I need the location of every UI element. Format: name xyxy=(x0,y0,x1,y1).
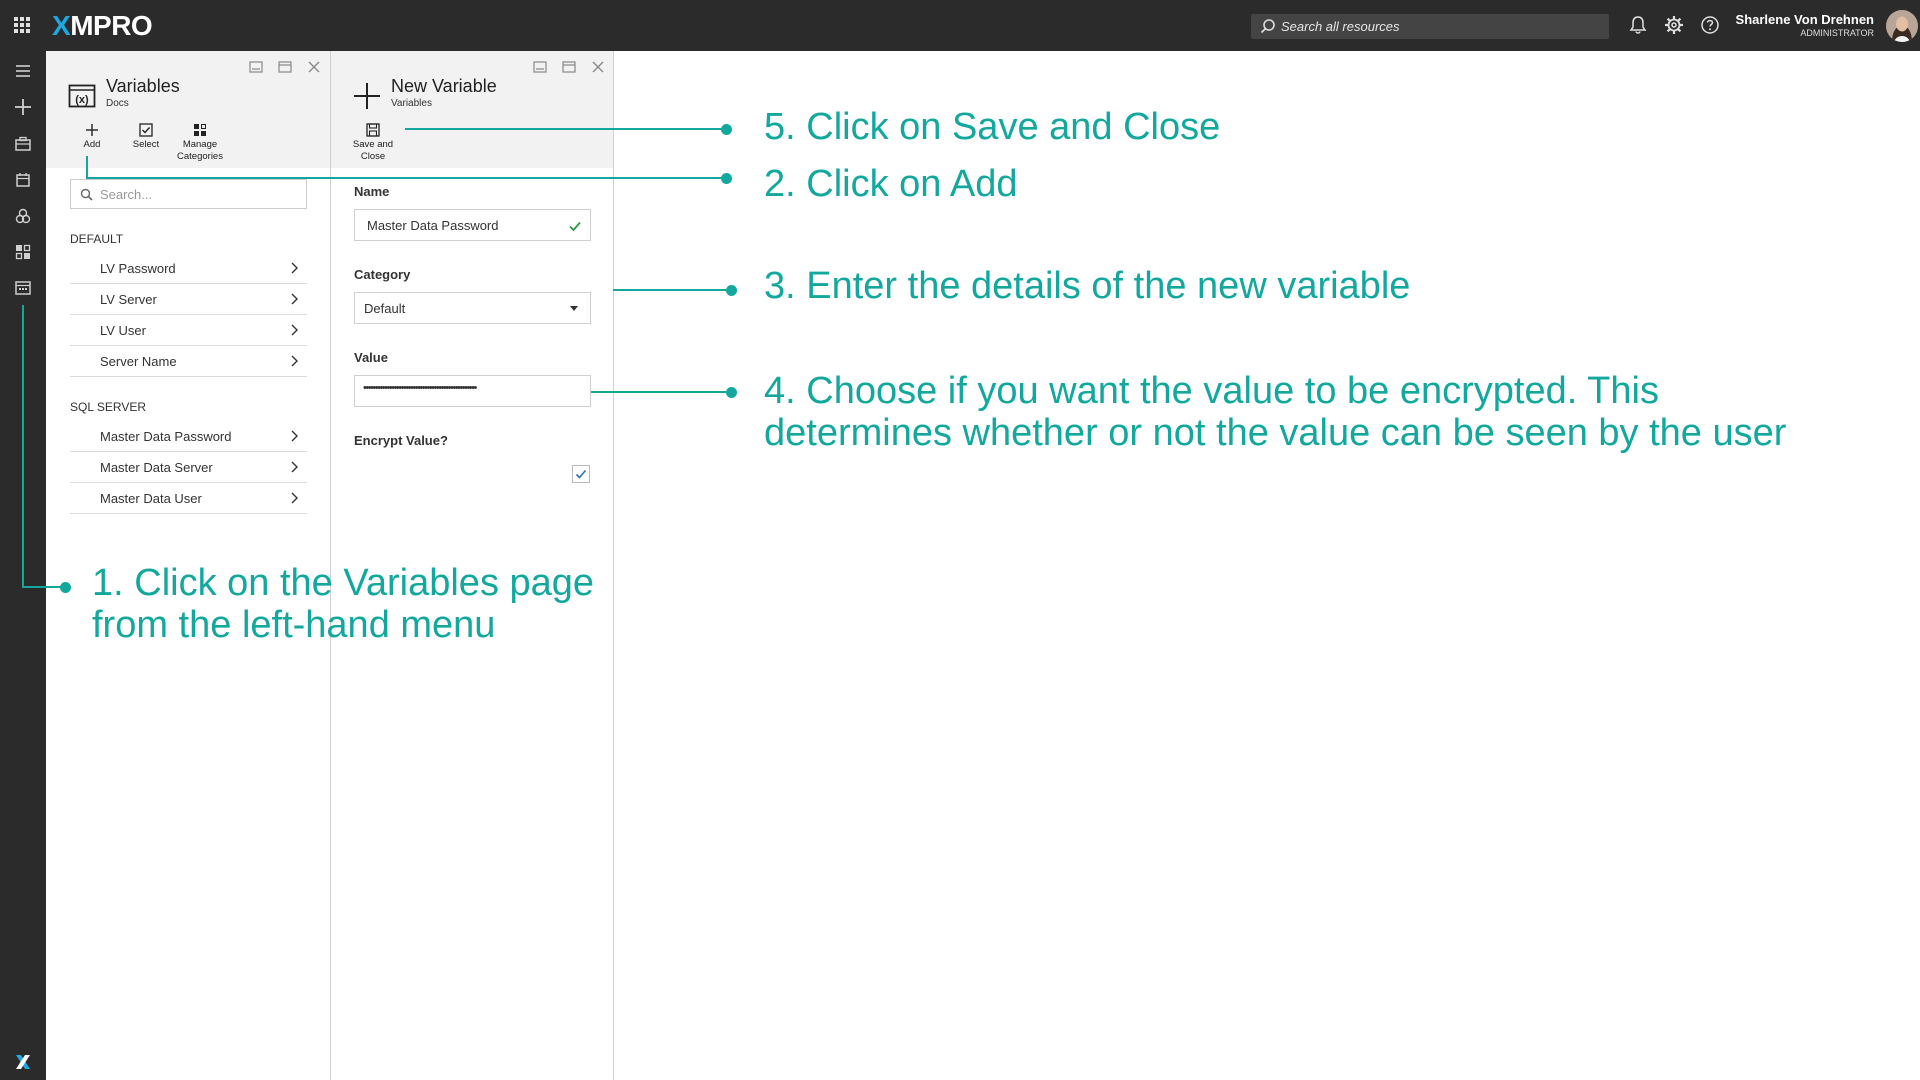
variables-icon[interactable] xyxy=(13,278,33,298)
user-role: ADMINISTRATOR xyxy=(1800,28,1874,38)
minimize-icon[interactable] xyxy=(248,59,264,75)
annotation-dot-step4 xyxy=(726,387,737,398)
list-item-label: Master Data Server xyxy=(100,460,213,475)
new-variable-panel-title: New Variable xyxy=(391,76,497,96)
save-and-close-label-1: Save and xyxy=(352,139,394,150)
checkbox-icon xyxy=(139,123,153,137)
chevron-right-icon xyxy=(289,492,299,504)
save-and-close-label-2: Close xyxy=(360,151,386,162)
category-select[interactable] xyxy=(354,292,591,324)
annotation-step1-line1: 1. Click on the Variables page xyxy=(92,562,595,604)
close-icon[interactable] xyxy=(306,59,322,75)
chevron-right-icon xyxy=(289,430,299,442)
new-variable-panel-header xyxy=(331,51,613,168)
briefcase-icon[interactable] xyxy=(13,134,33,154)
select-button[interactable] xyxy=(126,123,166,151)
annotation-dot-step1 xyxy=(60,582,71,593)
list-item[interactable] xyxy=(70,421,307,452)
category-label: Category xyxy=(354,267,411,282)
list-item-label: LV Server xyxy=(100,292,157,307)
annotation-step5: 5. Click on Save and Close xyxy=(764,106,1221,148)
list-item-label: Master Data User xyxy=(100,491,202,506)
add-button[interactable] xyxy=(75,123,109,151)
list-item[interactable] xyxy=(70,483,307,514)
calendar-icon[interactable] xyxy=(13,170,33,190)
save-and-close-button[interactable] xyxy=(349,123,397,163)
maximize-icon[interactable] xyxy=(277,59,293,75)
annotation-line-step5 xyxy=(405,128,725,130)
list-item[interactable] xyxy=(70,315,307,346)
manage-categories-button[interactable] xyxy=(172,123,228,163)
search-icon xyxy=(1260,18,1276,34)
list-item-label: LV User xyxy=(100,323,146,338)
user-info[interactable] xyxy=(1736,12,1874,38)
plus-icon xyxy=(85,123,99,137)
manage-categories-label-1: Manage xyxy=(182,139,218,150)
apps-grid-icon[interactable] xyxy=(13,16,31,34)
plus-icon[interactable] xyxy=(13,97,33,117)
variables-panel-subtitle: Docs xyxy=(106,98,129,109)
svg-text:(x): (x) xyxy=(75,94,89,106)
value-password-field-value: •••••••••••••••••••••••••••••••••••••••••••••••• xyxy=(363,382,476,394)
value-password-field[interactable] xyxy=(354,375,591,407)
chevron-right-icon xyxy=(289,461,299,473)
annotation-line-step2 xyxy=(86,177,726,179)
variables-panel-title: Variables xyxy=(106,76,180,96)
bell-icon[interactable] xyxy=(1628,15,1648,35)
gear-icon[interactable] xyxy=(1664,15,1684,35)
variables-panel-header xyxy=(46,51,330,168)
xmpro-x-icon[interactable] xyxy=(13,1052,33,1072)
annotation-step3: 3. Enter the details of the new variable xyxy=(764,265,1411,307)
checkmark-icon xyxy=(575,468,587,480)
list-item[interactable] xyxy=(70,284,307,315)
chevron-right-icon xyxy=(289,355,299,367)
variables-search-input[interactable] xyxy=(70,179,307,209)
search-icon xyxy=(80,188,93,201)
annotation-line-step1 xyxy=(22,586,64,588)
avatar-image xyxy=(1886,10,1918,42)
name-label: Name xyxy=(354,184,390,199)
avatar[interactable] xyxy=(1886,10,1918,42)
xmpro-logo[interactable]: XMPRO xyxy=(52,10,153,41)
variables-search-placeholder: Search... xyxy=(100,187,153,202)
dashboard-icon[interactable] xyxy=(13,242,33,262)
annotation-line-step1-vertical xyxy=(22,305,24,588)
annotation-dot-step3 xyxy=(726,285,737,296)
integration-icon[interactable] xyxy=(13,206,33,226)
value-label: Value xyxy=(354,350,388,365)
group-title-sql-server: SQL SERVER xyxy=(70,400,147,414)
encrypt-value-checkbox[interactable] xyxy=(572,465,590,483)
valid-check-icon xyxy=(568,219,582,233)
annotation-step2: 2. Click on Add xyxy=(764,163,1018,205)
variables-icon xyxy=(68,84,96,108)
new-variable-panel-subtitle: Variables xyxy=(391,98,432,109)
chevron-right-icon xyxy=(289,324,299,336)
list-item[interactable] xyxy=(70,253,307,284)
save-icon xyxy=(366,123,380,137)
user-name: Sharlene Von Drehnen xyxy=(1735,12,1874,27)
global-search-placeholder: Search all resources xyxy=(1281,19,1400,34)
add-button-label: Add xyxy=(83,139,101,150)
select-button-label: Select xyxy=(132,139,160,150)
annotation-line-step4 xyxy=(591,391,726,393)
menu-icon[interactable] xyxy=(13,61,33,81)
categories-icon xyxy=(193,123,207,137)
list-item-label: Server Name xyxy=(100,354,177,369)
top-bar xyxy=(0,0,1920,51)
manage-categories-label-2: Categories xyxy=(177,151,223,162)
plus-icon xyxy=(353,82,381,110)
annotation-dot-step5 xyxy=(721,124,732,135)
list-item[interactable] xyxy=(70,452,307,483)
maximize-icon[interactable] xyxy=(561,59,577,75)
annotation-step1-line2: from the left-hand menu xyxy=(92,604,496,646)
name-field-value: Master Data Password xyxy=(367,218,499,233)
chevron-right-icon xyxy=(289,262,299,274)
close-icon[interactable] xyxy=(590,59,606,75)
list-item-label: LV Password xyxy=(100,261,176,276)
annotation-dot-step2 xyxy=(721,173,732,184)
annotation-line-step3 xyxy=(613,289,726,291)
list-item-label: Master Data Password xyxy=(100,429,232,444)
caret-down-icon xyxy=(570,306,578,312)
chevron-right-icon xyxy=(289,293,299,305)
category-select-value: Default xyxy=(364,301,406,316)
annotation-step4-line1: 4. Choose if you want the value to be encrypted. This xyxy=(764,370,1659,412)
name-field[interactable] xyxy=(354,209,591,241)
annotation-step4-line2: determines whether or not the value can be seen by the user xyxy=(764,412,1787,454)
help-icon[interactable] xyxy=(1700,15,1720,35)
minimize-icon[interactable] xyxy=(532,59,548,75)
global-search[interactable] xyxy=(1251,14,1609,39)
annotation-line-step2-vertical xyxy=(86,156,88,178)
group-title-default: DEFAULT xyxy=(70,232,124,246)
encrypt-value-label: Encrypt Value? xyxy=(354,433,448,448)
list-item[interactable] xyxy=(70,346,307,377)
